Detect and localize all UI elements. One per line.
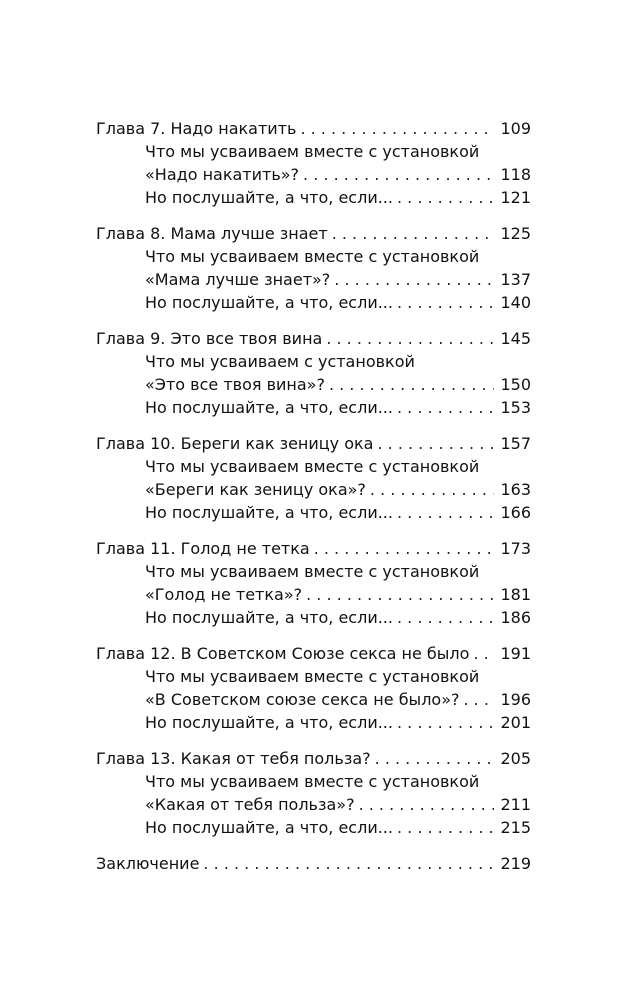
toc-subsection-label — [96, 560, 531, 583]
toc-chapter-title — [96, 117, 531, 140]
toc-chapter-9 — [96, 327, 531, 419]
toc-chapter-title-text: Глава 9. Это все твоя вина — [96, 329, 323, 348]
toc-subsection-listen-page-number: 201 — [500, 713, 531, 732]
toc-subsection-listen-page-number: 140 — [500, 293, 531, 312]
toc-subsection-listen-text: Но послушайте, а что, если... — [145, 503, 393, 522]
toc-subsection-question-page-number: 150 — [500, 375, 531, 394]
toc-subsection-label — [96, 245, 531, 268]
toc-chapter-11 — [96, 537, 531, 629]
toc-subsection-listen — [96, 291, 531, 314]
toc-chapter-title-text: Глава 7. Надо накатить — [96, 119, 297, 138]
toc-subsection-question — [96, 373, 531, 396]
dot-leader — [375, 747, 495, 770]
toc-chapter-title-text: Глава 8. Мама лучше знает — [96, 224, 328, 243]
toc-subsection-question — [96, 793, 531, 816]
toc-subsection-label — [96, 140, 531, 163]
dot-leader — [303, 163, 494, 186]
toc-subsection-label-text: Что мы усваиваем вместе с установкой — [145, 247, 480, 266]
toc-subsection-listen — [96, 606, 531, 629]
toc-subsection-label — [96, 350, 531, 373]
dot-leader — [397, 606, 494, 629]
toc-subsection-question-text: «Надо накатить»? — [145, 165, 300, 184]
toc-subsection-listen — [96, 711, 531, 734]
dot-leader — [203, 852, 494, 875]
toc-chapter-title-text: Глава 10. Береги как зеницу ока — [96, 434, 374, 453]
toc-subsection-question-text: «Мама лучше знает»? — [145, 270, 331, 289]
toc-chapter-title-page-number: 205 — [500, 749, 531, 768]
dot-leader — [334, 268, 494, 291]
toc-subsection-listen-page-number: 121 — [500, 188, 531, 207]
toc-conclusion-entry-page-number: 219 — [500, 854, 531, 873]
dot-leader — [397, 186, 494, 209]
toc-chapter-10 — [96, 432, 531, 524]
toc-subsection-listen-text: Но послушайте, а что, если... — [145, 398, 393, 417]
toc-subsection-question-text: «Голод не тетка»? — [145, 585, 303, 604]
toc-subsection-question — [96, 583, 531, 606]
toc-conclusion — [96, 852, 531, 875]
dot-leader — [314, 537, 495, 560]
toc-subsection-question — [96, 268, 531, 291]
toc-subsection-question-text: «В Советском союзе секса не было»? — [145, 690, 460, 709]
toc-subsection-listen-text: Но послушайте, а что, если... — [145, 713, 393, 732]
toc-subsection-question — [96, 688, 531, 711]
toc-chapter-title — [96, 747, 531, 770]
toc-chapter-title-page-number: 145 — [500, 329, 531, 348]
toc-subsection-listen-text: Но послушайте, а что, если... — [145, 608, 393, 627]
toc-subsection-label — [96, 665, 531, 688]
dot-leader — [377, 432, 494, 455]
toc-subsection-question — [96, 478, 531, 501]
dot-leader — [397, 711, 494, 734]
toc-subsection-label — [96, 770, 531, 793]
toc-chapter-7 — [96, 117, 531, 209]
toc-chapter-title — [96, 642, 531, 665]
toc-subsection-listen-page-number: 215 — [500, 818, 531, 837]
toc-subsection-question-text: «Береги как зеницу ока»? — [145, 480, 366, 499]
toc-subsection-label — [96, 455, 531, 478]
toc-chapter-8 — [96, 222, 531, 314]
toc-subsection-question-text: «Это все твоя вина»? — [145, 375, 325, 394]
toc-chapter-title — [96, 432, 531, 455]
toc-subsection-label-text: Что мы усваиваем вместе с установкой — [145, 562, 480, 581]
toc-chapter-13 — [96, 747, 531, 839]
dot-leader — [332, 222, 495, 245]
dot-leader — [326, 327, 494, 350]
toc-chapter-title-page-number: 191 — [500, 644, 531, 663]
toc-chapter-title-page-number: 173 — [500, 539, 531, 558]
toc-subsection-label-text: Что мы усваиваем с установкой — [145, 352, 415, 371]
dot-leader — [370, 478, 495, 501]
dot-leader — [397, 501, 494, 524]
toc-chapter-title-text: Глава 13. Какая от тебя польза? — [96, 749, 371, 768]
dot-leader — [463, 688, 494, 711]
toc-chapter-title-page-number: 109 — [500, 119, 531, 138]
toc-chapter-title — [96, 327, 531, 350]
toc-subsection-question-page-number: 118 — [500, 165, 531, 184]
toc-subsection-question-page-number: 137 — [500, 270, 531, 289]
toc-subsection-listen — [96, 816, 531, 839]
toc-chapter-title-text: Глава 12. В Советском Союзе секса не было — [96, 644, 470, 663]
toc-subsection-listen-text: Но послушайте, а что, если... — [145, 818, 393, 837]
toc-conclusion-entry — [96, 852, 531, 875]
toc-chapter-12 — [96, 642, 531, 734]
toc-subsection-listen — [96, 396, 531, 419]
toc-subsection-listen-text: Но послушайте, а что, если... — [145, 293, 393, 312]
toc-subsection-label-text: Что мы усваиваем вместе с установкой — [145, 667, 480, 686]
dot-leader — [300, 117, 494, 140]
toc-subsection-listen — [96, 186, 531, 209]
toc-subsection-label-text: Что мы усваиваем вместе с установкой — [145, 457, 480, 476]
toc-subsection-listen-page-number: 166 — [500, 503, 531, 522]
toc-chapter-title-page-number: 157 — [500, 434, 531, 453]
toc-subsection-label-text: Что мы усваиваем вместе с установкой — [145, 142, 480, 161]
dot-leader — [397, 396, 494, 419]
dot-leader — [473, 642, 494, 665]
dot-leader — [359, 793, 495, 816]
toc-subsection-question-page-number: 196 — [500, 690, 531, 709]
toc-chapter-title — [96, 537, 531, 560]
toc-subsection-listen — [96, 501, 531, 524]
toc-subsection-question-page-number: 163 — [500, 480, 531, 499]
toc-subsection-label-text: Что мы усваиваем вместе с установкой — [145, 772, 480, 791]
toc-subsection-question — [96, 163, 531, 186]
toc-chapter-title-text: Глава 11. Голод не тетка — [96, 539, 310, 558]
toc-subsection-listen-page-number: 186 — [500, 608, 531, 627]
toc-chapter-title — [96, 222, 531, 245]
toc-conclusion-entry-text: Заключение — [96, 854, 200, 873]
dot-leader — [306, 583, 494, 606]
dot-leader — [329, 373, 495, 396]
toc-subsection-listen-page-number: 153 — [500, 398, 531, 417]
toc-subsection-question-text: «Какая от тебя польза»? — [145, 795, 355, 814]
toc-chapter-title-page-number: 125 — [500, 224, 531, 243]
toc-subsection-question-page-number: 181 — [500, 585, 531, 604]
dot-leader — [397, 816, 494, 839]
dot-leader — [397, 291, 494, 314]
table-of-contents — [96, 117, 531, 888]
toc-subsection-question-page-number: 211 — [500, 795, 531, 814]
toc-subsection-listen-text: Но послушайте, а что, если... — [145, 188, 393, 207]
